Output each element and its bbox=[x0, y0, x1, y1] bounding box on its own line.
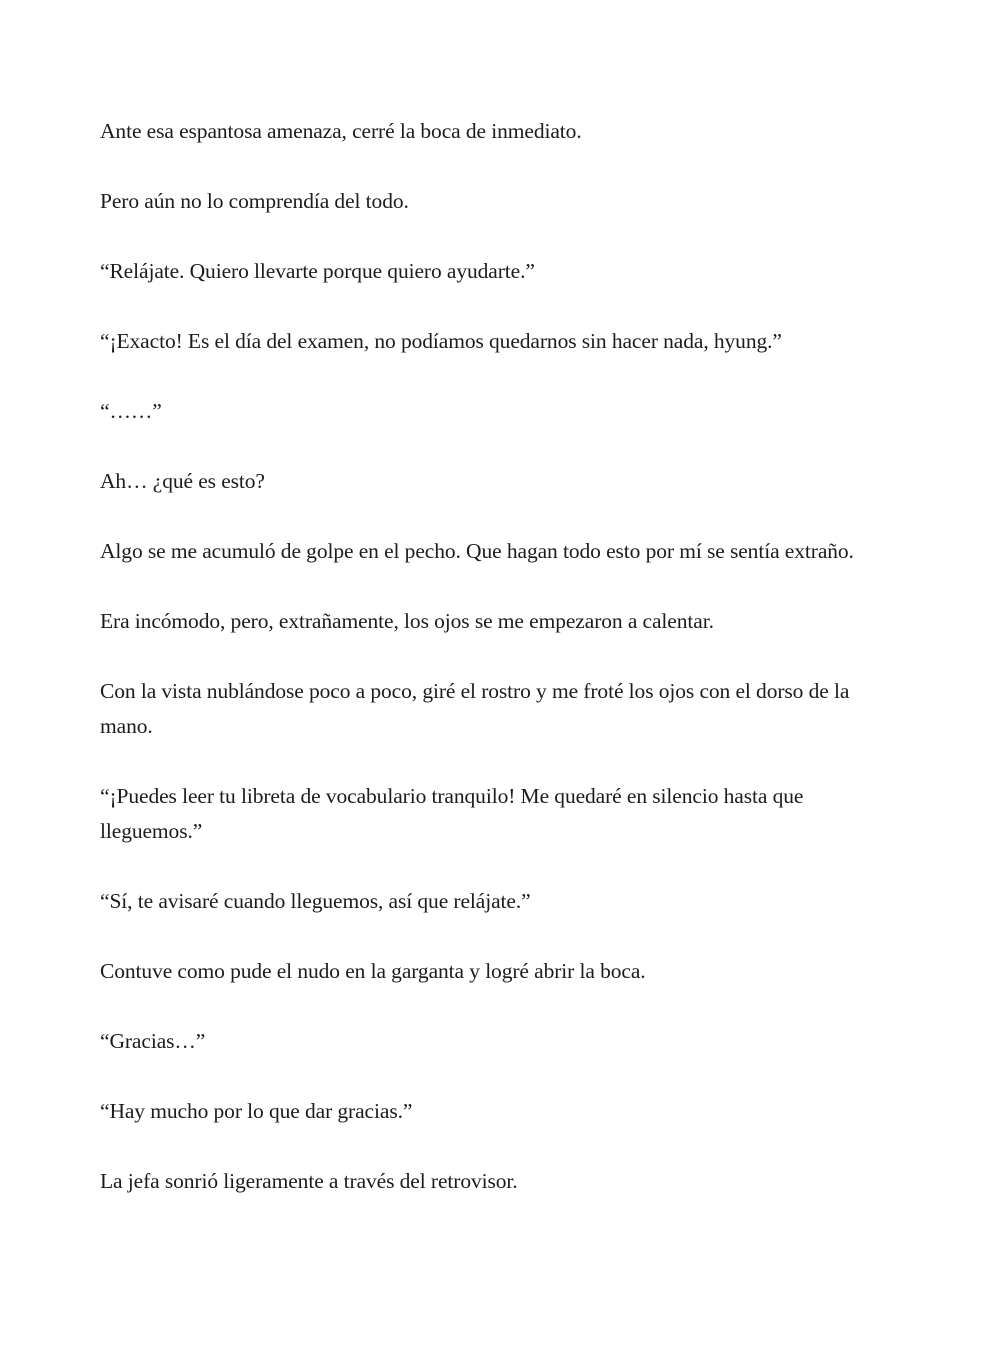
paragraph: Pero aún no lo comprendía del todo. bbox=[100, 189, 409, 213]
dialogue-paragraph: “Hay mucho por lo que dar gracias.” bbox=[100, 1099, 413, 1123]
paragraph: Contuve como pude el nudo en la garganta y logré abrir la boca. bbox=[100, 959, 646, 983]
dialogue-paragraph: “¡Exacto! Es el día del examen, no podíamos quedarnos sin hacer nada, hyung.” bbox=[100, 329, 782, 353]
paragraph: Ah… ¿qué es esto? bbox=[100, 469, 265, 493]
document-body bbox=[100, 114, 900, 1234]
dialogue-paragraph: “Relájate. Quiero llevarte porque quiero ayudarte.” bbox=[100, 259, 535, 283]
dialogue-paragraph: “……” bbox=[100, 399, 162, 423]
dialogue-paragraph: “¡Puedes leer tu libreta de vocabulario tranquilo! Me quedaré en silencio hasta que lleguemos.” bbox=[100, 784, 804, 843]
paragraph: Con la vista nublándose poco a poco, giré el rostro y me froté los ojos con el dorso de la mano. bbox=[100, 679, 850, 738]
paragraph: Era incómodo, pero, extrañamente, los ojos se me empezaron a calentar. bbox=[100, 609, 714, 633]
paragraph: Ante esa espantosa amenaza, cerré la boca de inmediato. bbox=[100, 119, 582, 143]
dialogue-paragraph: “Gracias…” bbox=[100, 1029, 206, 1053]
paragraph: La jefa sonrió ligeramente a través del retrovisor. bbox=[100, 1169, 518, 1193]
paragraph: Algo se me acumuló de golpe en el pecho. Que hagan todo esto por mí se sentía extraño. bbox=[100, 539, 854, 563]
dialogue-paragraph: “Sí, te avisaré cuando lleguemos, así que relájate.” bbox=[100, 889, 531, 913]
